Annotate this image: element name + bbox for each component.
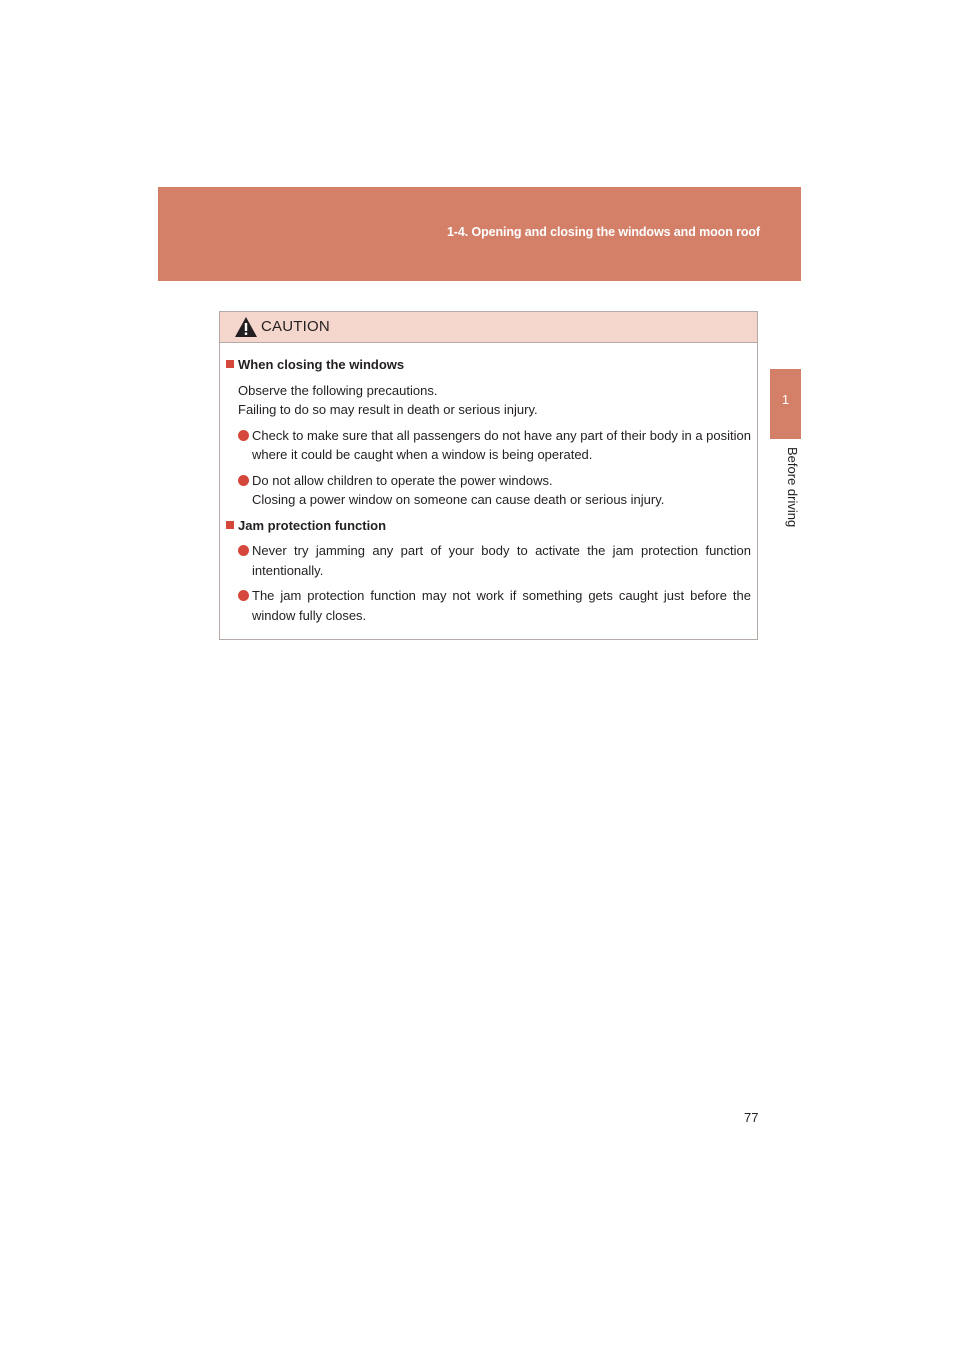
caution-box (219, 311, 758, 640)
warning-triangle-icon (234, 316, 258, 338)
section-title: 1-4. Opening and closing the windows and moon roof (446, 225, 760, 239)
list-item (252, 541, 751, 580)
section-heading-jam-protection (226, 516, 751, 536)
list-item (252, 471, 751, 510)
square-bullet-icon (226, 521, 234, 529)
chapter-tab (770, 369, 801, 439)
chapter-label: Before driving (785, 447, 800, 528)
circle-bullet-icon (238, 430, 249, 441)
caution-body (220, 343, 757, 625)
circle-bullet-icon (238, 545, 249, 556)
list-item (252, 586, 751, 625)
warning-text: Failing to do so may result in death or serious injury. (238, 402, 538, 417)
section-heading-closing-windows (226, 355, 751, 375)
chapter-number: 1 (781, 392, 790, 407)
list-item-extra-text: Closing a power window on someone can cause death or serious injury. (252, 492, 665, 507)
circle-bullet-icon (238, 590, 249, 601)
square-bullet-icon (226, 360, 234, 368)
chapter-header-band (158, 187, 801, 281)
list-item-text: The jam protection function may not work if something gets caught just before the window fully closes. (252, 588, 751, 623)
list-item-text: Do not allow children to operate the power windows. (252, 472, 553, 488)
list-item-text: Check to make sure that all passengers do not have any part of their body in a position where it could be caught when a window is being operated. (252, 427, 751, 462)
caution-title: CAUTION (261, 318, 330, 335)
page-number: 77 (744, 1110, 759, 1125)
intro-text: Observe the following precautions. (238, 382, 438, 398)
section-heading-text: When closing the windows (238, 357, 405, 372)
list-item-text: Never try jamming any part of your body to activate the jam protection function intentionally. (252, 543, 751, 578)
caution-header (220, 312, 757, 343)
circle-bullet-icon (238, 475, 249, 486)
section-heading-text: Jam protection function (238, 517, 387, 533)
list-item (252, 426, 751, 465)
